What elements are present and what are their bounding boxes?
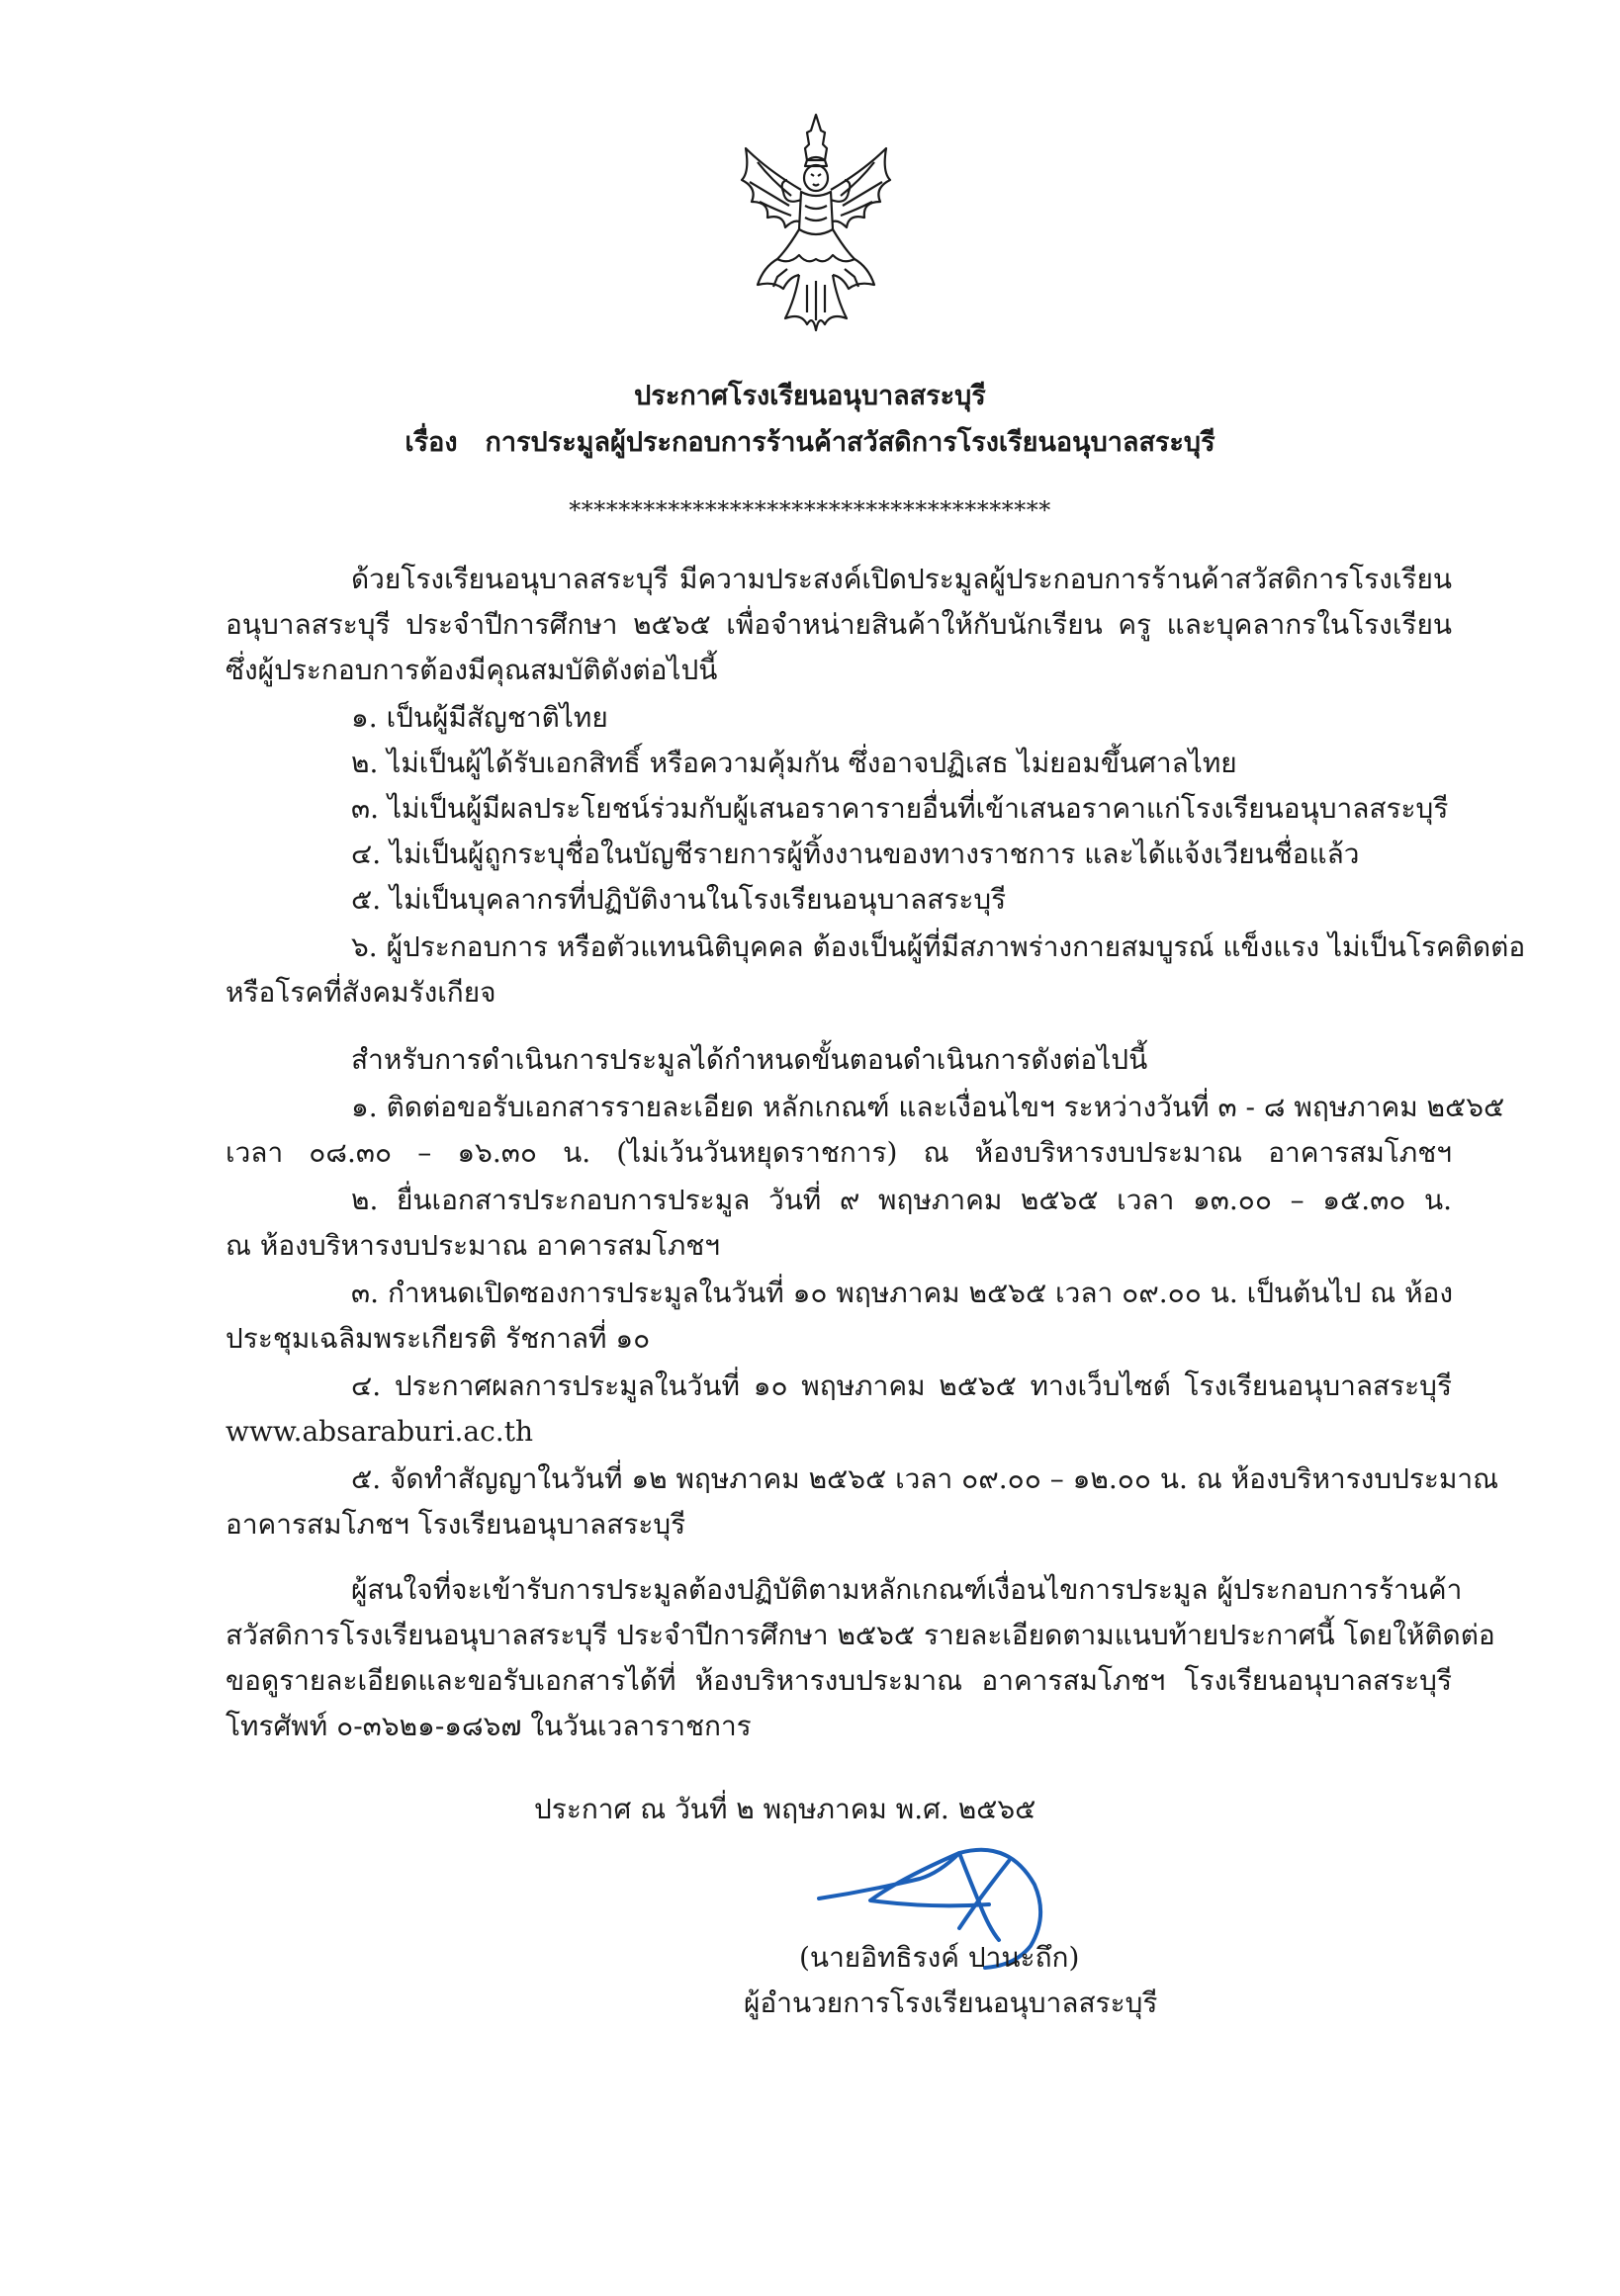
closing-line-1: ผู้สนใจที่จะเข้ารับการประมูลต้องปฏิบัติตามหลักเกณฑ์เงื่อนไขการประมูล ผู้ประกอบการร้านค้า: [351, 1573, 1463, 1606]
step-5-b: อาคารสมโภชฯ โรงเรียนอนุบาลสระบุรี: [225, 1508, 686, 1541]
step-4-b: www.absaraburi.ac.th: [225, 1415, 533, 1448]
step-4-a: ๔. ประกาศผลการประมูลในวันที่ ๑๐ พฤษภาคม ๒๕๖๕ ทางเว็บไซต์ โรงเรียนอนุบาลสระบุรี: [351, 1369, 1452, 1402]
qualification-4: ๔. ไม่เป็นผู้ถูกระบุชื่อในบัญชีรายการผู้ทิ้งงานของทางราชการ และได้แจ้งเวียนชื่อแล้ว: [351, 838, 1360, 870]
step-3-b: ประชุมเฉลิมพระเกียรติ รัชกาลที่ ๑๐: [225, 1322, 651, 1355]
intro-line-1: ด้วยโรงเรียนอนุบาลสระบุรี มีความประสงค์เปิดประมูลผู้ประกอบการร้านค้าสวัสดิการโรงเรียน: [351, 563, 1452, 595]
step-3-a: ๓. กำหนดเปิดซองการประมูลในวันที่ ๑๐ พฤษภาคม ๒๕๖๕ เวลา ๐๙.๐๐ น. เป็นต้นไป ณ ห้อง: [351, 1277, 1454, 1309]
closing-line-3: ขอดูรายละเอียดและขอรับเอกสารได้ที่ ห้องบริหารงบประมาณ อาคารสมโภชฯ โรงเรียนอนุบาลสระบุรี: [225, 1664, 1452, 1697]
subject-label: เรื่อง: [405, 427, 458, 458]
intro-line-3: ซึ่งผู้ประกอบการต้องมีคุณสมบัติดังต่อไปนี้: [225, 654, 718, 686]
qualification-3: ๓. ไม่เป็นผู้มีผลประโยชน์ร่วมกับผู้เสนอราคารายอื่นที่เข้าเสนอราคาแก่โรงเรียนอนุบาลสระบุรี: [351, 792, 1449, 825]
signatory-name: (นายอิทธิรงค์ ปานะถึก): [799, 1941, 1080, 1974]
closing-line-4: โทรศัพท์ ๐-๓๖๒๑-๑๘๖๗ ในวันเวลาราชการ: [225, 1710, 752, 1742]
subject-text: การประมูลผู้ประกอบการร้านค้าสวัสดิการโรงเรียนอนุบาลสระบุรี: [485, 427, 1215, 458]
qualification-5: ๕. ไม่เป็นบุคลากรที่ปฏิบัติงานในโรงเรียนอนุบาลสระบุรี: [351, 883, 1007, 916]
separator: ***************************************: [569, 496, 1051, 524]
step-2-b: ณ ห้องบริหารงบประมาณ อาคารสมโภชฯ: [225, 1229, 721, 1262]
step-2-a: ๒. ยื่นเอกสารประกอบการประมูล วันที่ ๙ พฤษภาคม ๒๕๖๕ เวลา ๑๓.๐๐ – ๑๕.๓๐ น.: [351, 1184, 1452, 1216]
announce-date: ประกาศ ณ วันที่ ๒ พฤษภาคม พ.ศ. ๒๕๖๕: [534, 1793, 1036, 1825]
closing-line-2: สวัสดิการโรงเรียนอนุบาลสระบุรี ประจำปีการศึกษา ๒๕๖๕ รายละเอียดตามแนบท้ายประกาศนี้ โดยให้ติดต่อ: [225, 1619, 1495, 1651]
intro-line-2: อนุบาลสระบุรี ประจำปีการศึกษา ๒๕๖๕ เพื่อจำหน่ายสินค้าให้กับนักเรียน ครู และบุคลากรในโรงเรียน: [225, 608, 1452, 641]
qualification-6-cont: หรือโรคที่สังคมรังเกียจ: [225, 976, 496, 1009]
announcement-title: ประกาศโรงเรียนอนุบาลสระบุรี: [634, 381, 986, 411]
qualification-1: ๑. เป็นผู้มีสัญชาติไทย: [351, 701, 608, 734]
signatory-position: ผู้อำนวยการโรงเรียนอนุบาลสระบุรี: [744, 1987, 1158, 2019]
subject-line: [0, 420, 1620, 463]
step-1-b: เวลา ๐๘.๓๐ – ๑๖.๓๐ น. (ไม่เว้นวันหยุดราชการ) ณ ห้องบริหารงบประมาณ อาคารสมโภชฯ: [225, 1136, 1452, 1169]
step-1-a: ๑. ติดต่อขอรับเอกสารรายละเอียด หลักเกณฑ์ และเงื่อนไขฯ ระหว่างวันที่ ๓ - ๘ พฤษภาคม ๒๕๖๕: [351, 1091, 1505, 1123]
qualification-6: ๖. ผู้ประกอบการ หรือตัวแทนนิติบุคคล ต้องเป็นผู้ที่มีสภาพร่างกายสมบูรณ์ แข็งแรง ไม่เป็นโรคติดต่อ: [351, 930, 1526, 963]
qualification-2: ๒. ไม่เป็นผู้ได้รับเอกสิทธิ์ หรือความคุ้มกัน ซึ่งอาจปฏิเสธ ไม่ยอมขึ้นศาลไทย: [351, 747, 1237, 779]
step-5-a: ๕. จัดทำสัญญาในวันที่ ๑๒ พฤษภาคม ๒๕๖๕ เวลา ๐๙.๐๐ – ๑๒.๐๐ น. ณ ห้องบริหารงบประมาณ: [351, 1462, 1499, 1495]
garuda-emblem-icon: [728, 111, 904, 340]
steps-intro: สำหรับการดำเนินการประมูลได้กำหนดขั้นตอนดำเนินการดังต่อไปนี้: [351, 1043, 1148, 1076]
